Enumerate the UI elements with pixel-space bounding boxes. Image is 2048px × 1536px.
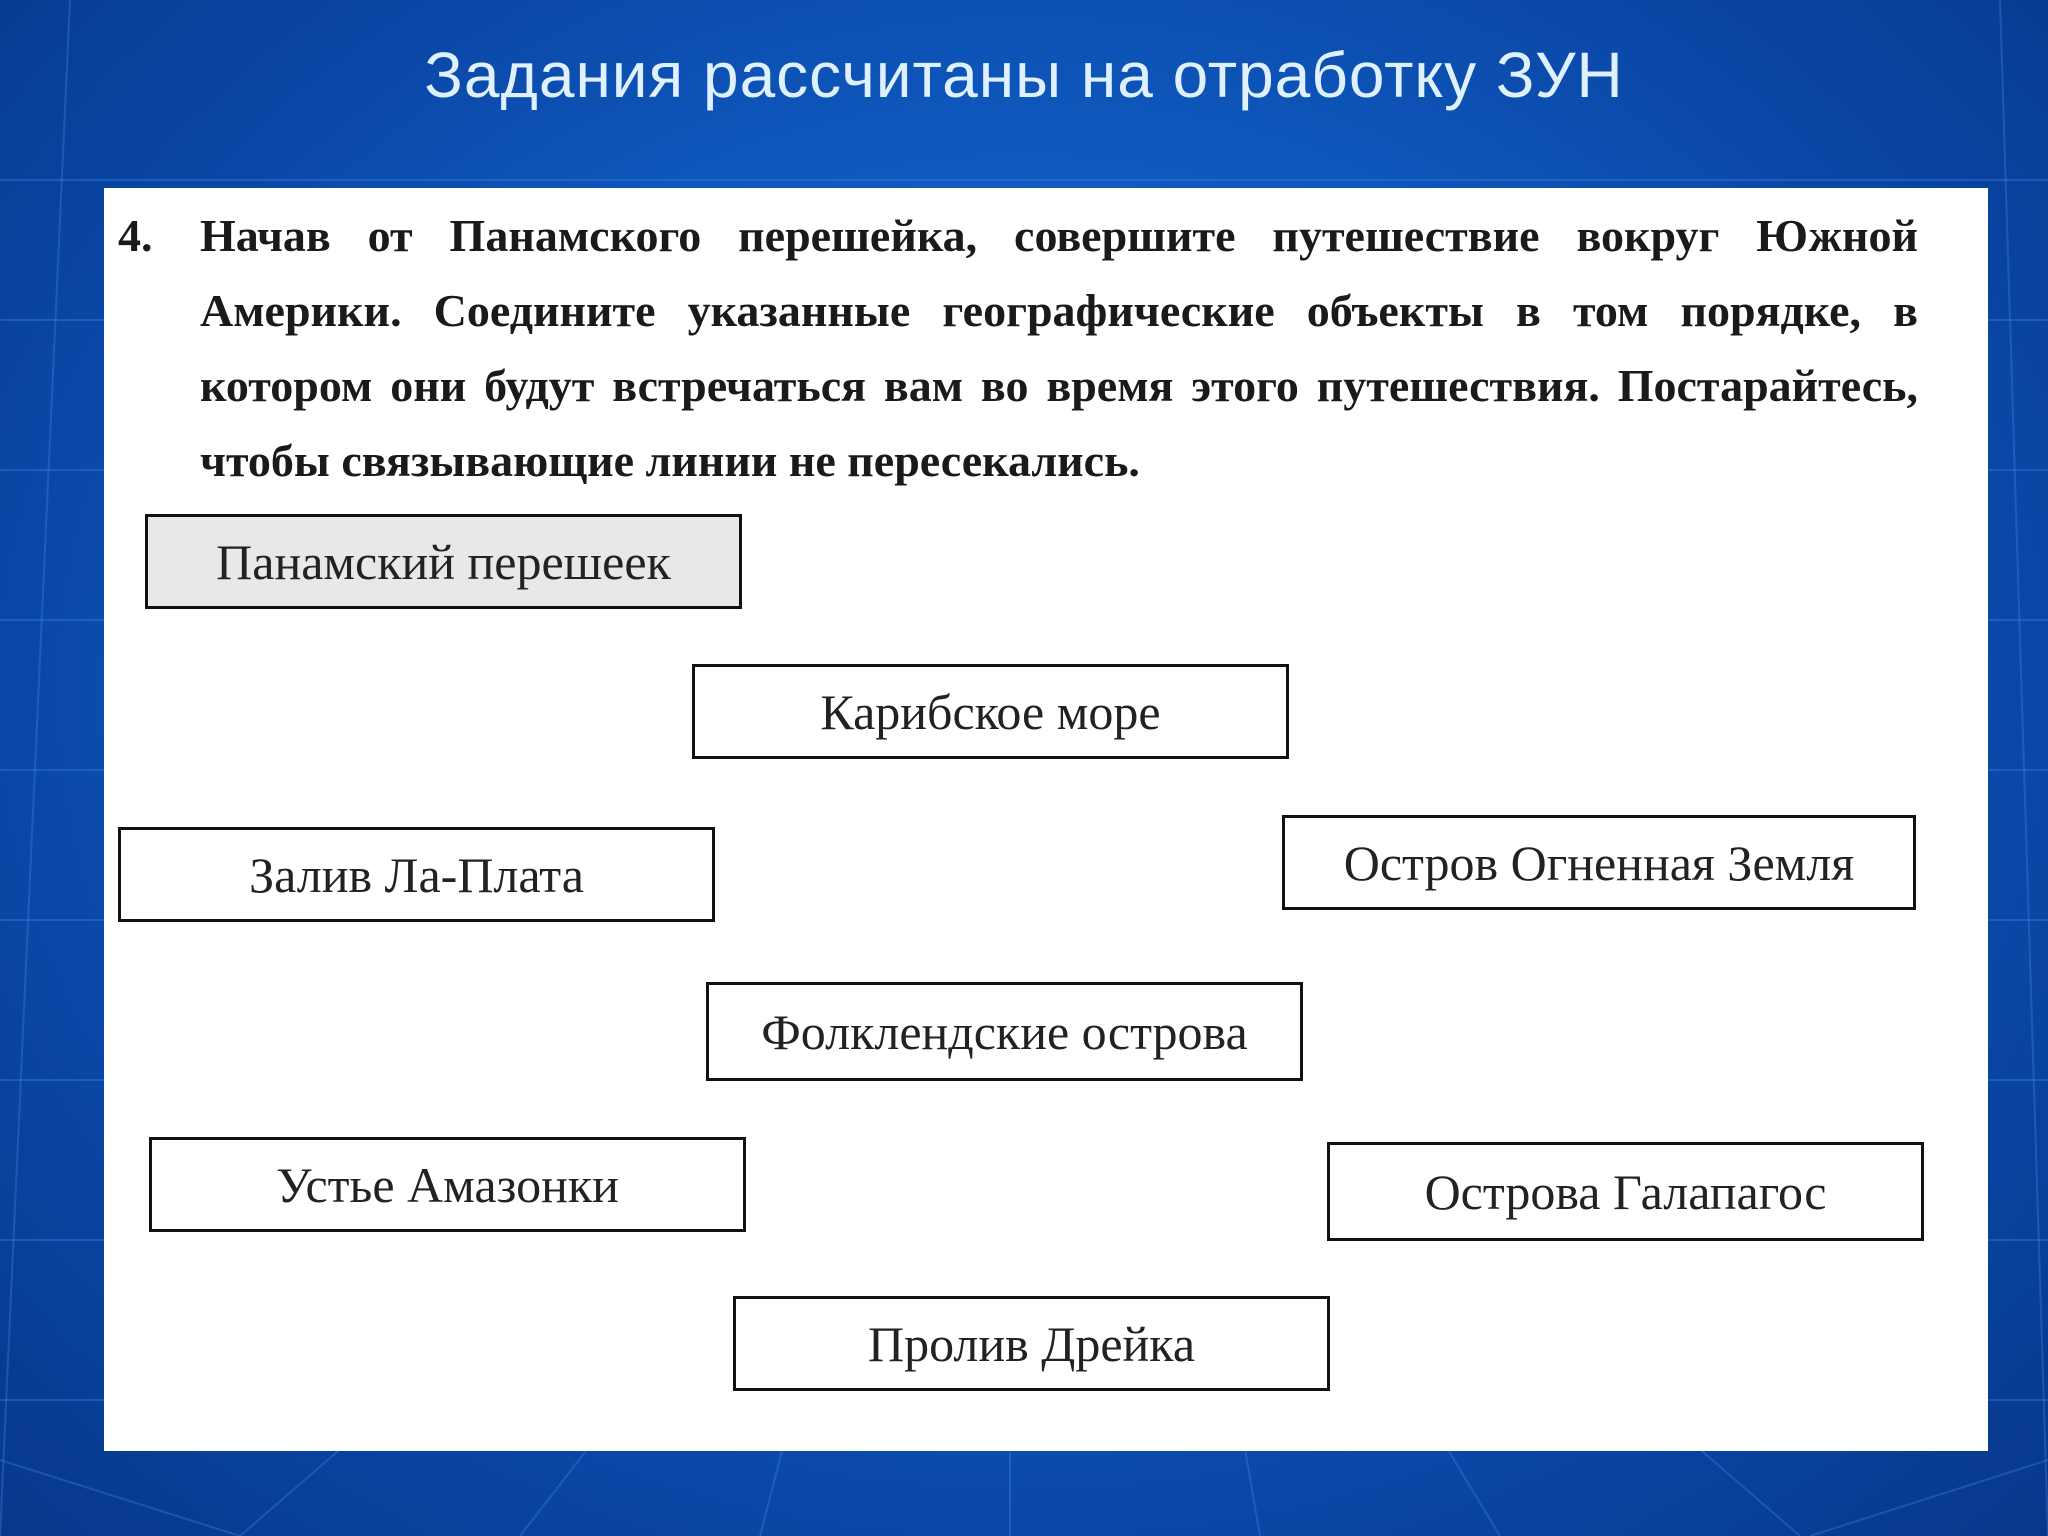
task-panel	[104, 188, 1988, 1451]
object-box-galapagos-islands[interactable]: Острова Галапагос	[1327, 1142, 1924, 1241]
task-text	[118, 198, 1918, 498]
object-box-la-plata-gulf[interactable]: Залив Ла-Плата	[118, 827, 715, 922]
object-box-caribbean-sea[interactable]: Карибское море	[692, 664, 1289, 759]
object-box-panama-isthmus[interactable]: Панамский перешеек	[145, 514, 742, 609]
task-prompt: Начав от Панамского перешейка, совершите путешествие вокруг Южной Америки. Соедините указанные географические объекты в том порядке, в котором они будут встречаться вам во время этого путешествия. Постарайтесь, чтобы связывающие линии не пересекались.	[200, 210, 1918, 486]
object-box-falkland-islands[interactable]: Фолклендские острова	[706, 982, 1303, 1081]
object-box-drake-passage[interactable]: Пролив Дрейка	[733, 1296, 1330, 1391]
object-box-amazon-mouth[interactable]: Устье Амазонки	[149, 1137, 746, 1232]
object-box-tierra-del-fuego[interactable]: Остров Огненная Земля	[1282, 815, 1916, 910]
task-number: 4.	[118, 210, 153, 261]
slide-title: Задания рассчитаны на отработку ЗУН	[424, 39, 1624, 111]
